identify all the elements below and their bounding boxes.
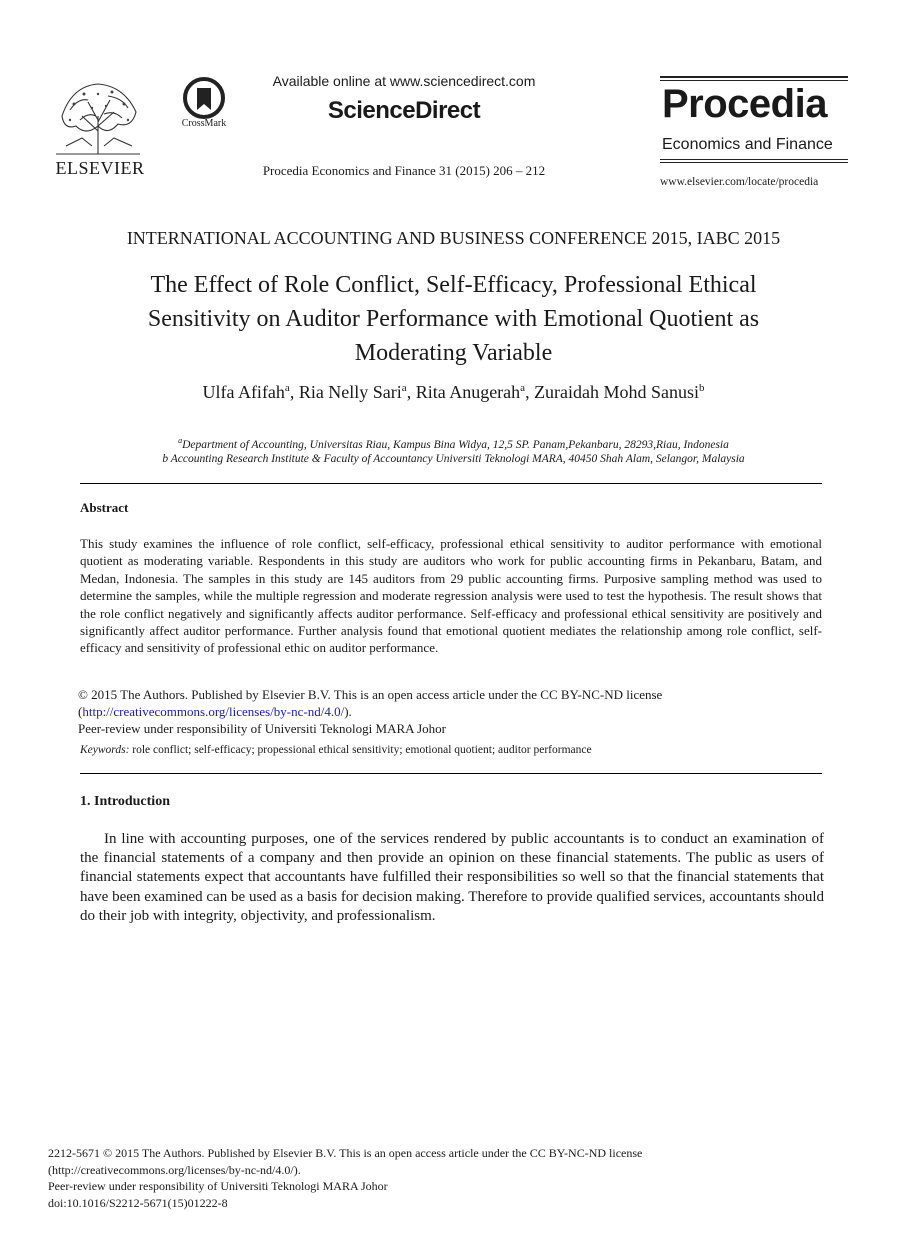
abstract-heading: Abstract: [80, 500, 129, 515]
available-online-text: Available online at www.sciencedirect.com: [272, 73, 536, 89]
author-affiliation-mark: a: [401, 382, 407, 394]
author-name: Zuraidah Mohd Sanusi: [534, 382, 700, 402]
procedia-top-rule: [660, 76, 848, 78]
title-line: Sensitivity on Auditor Performance with Emotional Quotient as: [147, 306, 760, 332]
sciencedirect-logo: ScienceDirect: [327, 97, 481, 124]
procedia-url-link[interactable]: www.elsevier.com/locate/procedia: [660, 176, 819, 188]
paper-title: [70, 268, 837, 370]
affiliation-a-mark: a: [178, 436, 183, 445]
footer-peer-review: Peer-review under responsibility of Universiti Teknologi MARA Johor: [48, 1179, 388, 1193]
procedia-bottom-rule: [660, 159, 848, 160]
license-line: © 2015 The Authors. Published by Elsevier B.V. This is an open access article under the CC BY-NC-ND license: [78, 687, 663, 702]
footer-license: 2212-5671 © 2015 The Authors. Published by Elsevier B.V. This is an open access article under the CC BY-NC-ND license: [48, 1146, 643, 1160]
crossmark-icon[interactable]: [180, 76, 228, 124]
affiliation-b: b Accounting Research Institute & Faculty of Accountancy Universiti Teknologi MARA, 40450 Shah Alam, Selangor, Malaysia: [162, 453, 745, 465]
crossmark-label: CrossMark: [181, 118, 227, 129]
journal-reference: Procedia Economics and Finance 31 (2015) 206 – 212: [262, 163, 546, 178]
procedia-subtitle: Economics and Finance: [662, 136, 833, 153]
author-name: Rita Anugerah: [415, 382, 521, 402]
title-line: The Effect of Role Conflict, Self-Efficacy, Professional Ethical: [150, 272, 757, 298]
author-affiliation-mark: a: [284, 382, 290, 394]
keywords-label: Keywords:: [80, 744, 130, 756]
author-list: Ulfa Afifah$^a$, Ria Nelly Sari$^a$, Rita Anugerah$^a$, Zuraidah Mohd Sanusi$^b$: [202, 382, 705, 402]
divider-top: [80, 483, 822, 484]
procedia-bottom-rule-thin: [660, 162, 848, 163]
conference-name: INTERNATIONAL ACCOUNTING AND BUSINESS CONFERENCE 2015, IABC 2015: [126, 228, 781, 248]
keywords: [80, 744, 822, 756]
title-line: Moderating Variable: [354, 340, 553, 366]
keywords-text: role conflict; self-efficacy; propessional ethical sensitivity; emotional quotient; auditor performance: [129, 744, 592, 756]
license-link[interactable]: (http://creativecommons.org/licenses/by-nc-nd/4.0/).: [78, 704, 352, 719]
procedia-top-rule-thin: [660, 80, 848, 81]
introduction-paragraph: In line with accounting purposes, one of the services rendered by public accountants is to conduct an examination of the financial statements of a company and then provide an opinion on these financial statements. The public as users of financial statements expect that accountants have fulfilled their responsibilities so well so that the financial statements that have been examined can be used as a basis for decision making. Therefore to provide qualified services, accountants should do their job with integrity, objectivity, and professionalism.: [80, 831, 824, 924]
author-name: Ria Nelly Sari: [298, 382, 402, 402]
affiliation-a-text: Department of Accounting, Universitas Riau, Kampus Bina Widya, 12,5 SP. Panam,Pekanbaru, 28293,Riau, Indonesia: [182, 438, 729, 451]
procedia-logo: Procedia: [662, 82, 827, 126]
elsevier-wordmark: ELSEVIER: [55, 158, 145, 178]
abstract-text: This study examines the influence of role conflict, self-efficacy, professional ethical sensitivity to auditor performance with emotional quotient as moderating variable. Respondents in this study are auditors who work for public accounting firms in Pekanbaru, Batam, and Medan, Indonesia. The samples in this study are 145 auditors from 29 public accounting firms. Purposive sampling method was used to determine the samples, while the multiple regression and moderate regression analysis were used to test the hypothesis. The result shows that the role conflict negatively and significantly affects auditor performance. Self-efficacy and professional ethical sensitivity are positively and significantly affect auditor performance. Further analysis found that emotional quotient mediates the relationship among role conflict, self-efficacy and sensitivity of professional ethic on auditor performance.: [80, 536, 822, 656]
divider-bottom: [80, 773, 822, 774]
footer-license-link[interactable]: (http://creativecommons.org/licenses/by-nc-nd/4.0/).: [48, 1163, 301, 1177]
footer-doi[interactable]: doi:10.1016/S2212-5671(15)01222-8: [48, 1196, 228, 1210]
author-affiliation-mark: b: [699, 382, 705, 394]
elsevier-tree-logo-icon: [52, 76, 144, 156]
affiliation-a: [60, 436, 847, 451]
author-name: Ulfa Afifah: [202, 382, 285, 402]
introduction-heading: 1. Introduction: [80, 794, 170, 809]
peer-review-line: Peer-review under responsibility of Universiti Teknologi MARA Johor: [78, 721, 446, 736]
license-url[interactable]: http://creativecommons.org/licenses/by-nc-nd/4.0/: [82, 704, 345, 719]
author-affiliation-mark: a: [520, 382, 526, 394]
